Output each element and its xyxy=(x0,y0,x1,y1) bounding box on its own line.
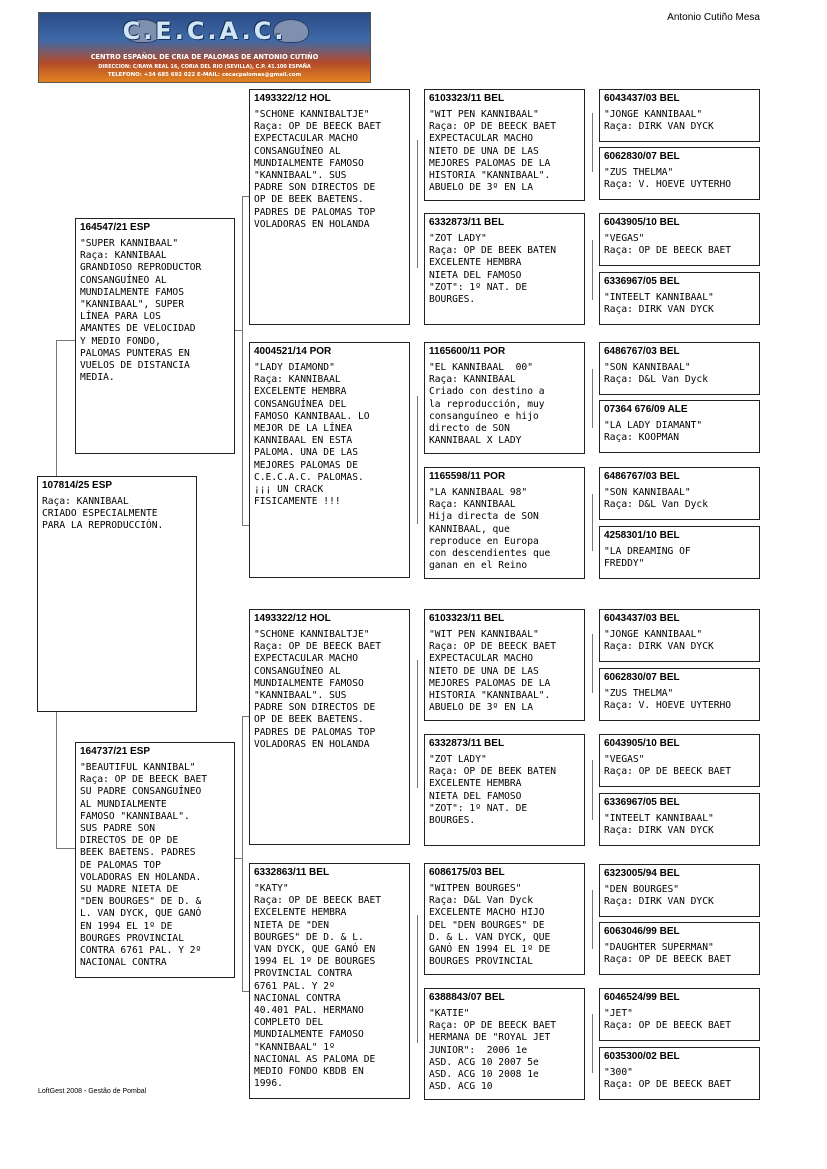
logo-acronym: C.E.C.A.C. xyxy=(122,17,287,45)
pigeon-card-gggparent[interactable] xyxy=(599,272,760,325)
pigeon-description: "ZOT LADY" Raça: OP DE BEEK BATEN EXCELENTE HEMBRA NIETA DEL FAMOSO "ZOT": 1º NAT. DE BOURGES. xyxy=(429,233,557,306)
pigeon-description: "DAUGHTER SUPERMAN" Raça: OP DE BEECK BAET xyxy=(604,942,732,966)
pigeon-card-father[interactable] xyxy=(75,218,235,454)
ring-number: 6332863/11 BEL xyxy=(254,867,330,878)
ring-number: 6486767/03 BEL xyxy=(604,346,680,357)
ring-number: 6486767/03 BEL xyxy=(604,471,680,482)
pigeon-card-paternal-grandfather[interactable] xyxy=(249,89,410,325)
pigeon-card-gggparent[interactable] xyxy=(599,467,760,520)
pigeon-description: "VEGAS" Raça: OP DE BEECK BAET xyxy=(604,233,732,257)
pigeon-description: "SUPER KANNIBAAL" Raça: KANNIBAAL GRANDIOSO REPRODUCTOR CONSANGUÍNEO AL MUNDIALMENTE FAMOS "KANNIBAAL", SUPER LÍNEA PARA LOS AMANTES DE VELOCIDAD Y MEDIO FONDO, PALOMAS PUNTERAS EN VUELOS DE DISTANCIA MEDIA. xyxy=(80,238,202,384)
ring-number: 6046524/99 BEL xyxy=(604,992,680,1003)
pigeon-description: "INTEELT KANNIBAAL" Raça: DIRK VAN DYCK xyxy=(604,813,714,837)
ring-number: 6336967/05 BEL xyxy=(604,276,680,287)
pigeon-description: "300" Raça: OP DE BEECK BAET xyxy=(604,1067,732,1091)
pigeon-description: "WIT PEN KANNIBAAL" Raça: OP DE BEECK BAET EXPECTACULAR MACHO NIETO DE UNA DE LAS MEJORES PALOMAS DE LA HISTORIA "KANNIBAAL". ABUELO DE 3º EN LA xyxy=(429,109,557,194)
ring-number: 6035300/02 BEL xyxy=(604,1051,680,1062)
pigeon-card-gggparent[interactable] xyxy=(599,864,760,917)
pigeon-card-gggparent[interactable] xyxy=(599,734,760,787)
connector-line xyxy=(56,712,57,848)
pigeon-description: "JONGE KANNIBAAL" Raça: DIRK VAN DYCK xyxy=(604,629,714,653)
ring-number: 6103323/11 BEL xyxy=(429,93,505,104)
pigeon-description: "LA DREAMING OF FREDDY" xyxy=(604,546,691,570)
pigeon-description: "INTEELT KANNIBAAL" Raça: DIRK VAN DYCK xyxy=(604,292,714,316)
pigeon-description: "BEAUTIFUL KANNIBAL" Raça: OP DE BEECK BAET SU PADRE CONSANGUÍNEO AL MUNDIALMENTE FAMOSO "KANNIBAAL". SUS PADRE SON DIRECTOS DE OP DE BEEK BAETENS. PADRES DE PALOMAS TOP VOLADORAS EN HOLANDA. SU MADRE NIETA DE "DEN BOURGES" DE D. & L. VAN DYCK, QUE GANÓ EN 1994 EL 1º DE BOURGES PROVINCIAL CONTRA 6761 PAL. Y 2º NACIONAL CONTRA xyxy=(80,762,208,969)
pigeon-description: "EL KANNIBAAL 00" Raça: KANNIBAAL Criado con destino a la reproducción, muy consanguíneo e hijo directo de SON KANNIBAAL X LADY xyxy=(429,362,545,447)
ring-number: 6336967/05 BEL xyxy=(604,797,680,808)
pigeon-description: "JET" Raça: OP DE BEECK BAET xyxy=(604,1008,732,1032)
pigeon-card-mother[interactable] xyxy=(75,742,235,978)
pigeon-card-maternal-grandmother[interactable] xyxy=(249,863,410,1099)
connector-line xyxy=(592,760,593,820)
connector-line xyxy=(234,330,242,331)
pigeon-card-ggparent[interactable] xyxy=(424,734,585,846)
pigeon-description: "SON KANNIBAAL" Raça: D&L Van Dyck xyxy=(604,487,708,511)
footer-credit: LoftGest 2008 - Gestão de Pombal xyxy=(38,1088,147,1095)
logo-contact: TELEFONO: +34 685 692 022 E-MAIL: cecacpalomas@gmail.com xyxy=(107,72,302,78)
pigeon-card-ggparent[interactable] xyxy=(424,863,585,975)
ring-number: 6062830/07 BEL xyxy=(604,672,680,683)
pigeon-card-gggparent[interactable] xyxy=(599,526,760,579)
connector-line xyxy=(592,240,593,300)
pigeon-card-ggparent[interactable] xyxy=(424,467,585,579)
pigeon-description: "LA LADY DIAMANT" Raça: KOOPMAN xyxy=(604,420,703,444)
ring-number: 6043905/10 BEL xyxy=(604,217,680,228)
connector-line xyxy=(56,848,75,849)
pigeon-card-gggparent[interactable] xyxy=(599,342,760,395)
connector-line xyxy=(592,1014,593,1073)
ring-number: 1165598/11 POR xyxy=(429,471,506,482)
pigeon-card-gggparent[interactable] xyxy=(599,668,760,721)
pigeon-description: "VEGAS" Raça: OP DE BEECK BAET xyxy=(604,754,732,778)
ring-number: 6332873/11 BEL xyxy=(429,217,505,228)
pigeon-card-gggparent[interactable] xyxy=(599,400,760,453)
connector-line xyxy=(417,396,418,524)
pigeon-description: "LADY DIAMOND" Raça: KANNIBAAL EXCELENTE HEMBRA CONSANGUÍNEA DEL FAMOSO KANNIBAAL. LO MEJOR DE LA LÍNEA KANNIBAAL EN ESTA PALOMA. UNA DE LAS MEJORES PALOMAS DE C.E.C.A.C. PALOMAS. ¡¡¡ UN CRACK FISICAMENTE !!! xyxy=(254,362,370,508)
ring-number: 4004521/14 POR xyxy=(254,346,332,357)
ring-number: 07364 676/09 ALE xyxy=(604,404,688,415)
connector-line xyxy=(592,890,593,949)
ring-number: 107814/25 ESP xyxy=(42,480,113,491)
logo-address: DIRECCION: C/RAYA REAL 16, CORIA DEL RIO (SEVILLA), C.P. 41.100 ESPAÑA xyxy=(98,64,311,70)
connector-line xyxy=(242,196,243,526)
logo-banner xyxy=(38,12,371,83)
pigeon-card-gggparent[interactable] xyxy=(599,147,760,200)
ring-number: 6388843/07 BEL xyxy=(429,992,505,1003)
pigeon-card-ggparent[interactable] xyxy=(424,342,585,454)
ring-number: 6043437/03 BEL xyxy=(604,613,680,624)
ring-number: 164547/21 ESP xyxy=(80,222,151,233)
connector-line xyxy=(56,340,75,341)
pigeon-description: "KATY" Raça: OP DE BEECK BAET EXCELENTE HEMBRA NIETA DE "DEN BOURGES" DE D. & L. VAN DYCK, QUE GANÓ EN 1994 EL 1º DE BOURGES PROVINCIAL CONTRA 6761 PAL. Y 2º NACIONAL CONTRA 40.401 PAL. HERMANO COMPLETO DEL MUNDIALMENTE FAMOSO "KANNIBAAL" 1º NACIONAL AS PALOMA DE MEDIO FONDO KBDB EN 1996. xyxy=(254,883,382,1090)
connector-line xyxy=(592,113,593,172)
logo-subtitle: CENTRO ESPAÑOL DE CRIA DE PALOMAS DE ANTONIO CUTIÑO xyxy=(90,53,319,61)
pigeon-description: "ZUS THELMA" Raça: V. HOEVE UYTERHO xyxy=(604,167,732,191)
connector-line xyxy=(417,915,418,1043)
pigeon-description: "SON KANNIBAAL" Raça: D&L Van Dyck xyxy=(604,362,708,386)
pigeon-card-gggparent[interactable] xyxy=(599,988,760,1041)
pigeon-description: "DEN BOURGES" Raça: DIRK VAN DYCK xyxy=(604,884,714,908)
connector-line xyxy=(56,340,57,477)
pigeon-card-gggparent[interactable] xyxy=(599,793,760,846)
pigeon-card-gggparent[interactable] xyxy=(599,89,760,142)
pigeon-description: "LA KANNIBAAL 98" Raça: KANNIBAAL Hija directa de SON KANNIBAAL, que reproduce en Europa con descendientes que ganan en el Reino xyxy=(429,487,551,572)
pigeon-description: "SCHONE KANNIBALTJE" Raça: OP DE BEECK BAET EXPECTACULAR MACHO CONSANGUÍNEO AL MUNDIALMENTE FAMOSO "KANNIBAAL". SUS PADRE SON DIRECTOS DE OP DE BEEK BAETENS. PADRES DE PALOMAS TOP VOLADORAS EN HOLANDA xyxy=(254,109,382,230)
pigeon-card-paternal-grandmother[interactable] xyxy=(249,342,410,578)
connector-line xyxy=(592,369,593,428)
connector-line xyxy=(417,660,418,788)
connector-line xyxy=(417,140,418,268)
ring-number: 4258301/10 BEL xyxy=(604,530,680,541)
pigeon-description: Raça: KANNIBAAL CRIADO ESPECIALMENTE PARA LA REPRODUCCIÓN. xyxy=(42,496,164,532)
ring-number: 1493322/12 HOL xyxy=(254,93,331,104)
pigeon-card-ggparent[interactable] xyxy=(424,213,585,325)
pigeon-description: "ZOT LADY" Raça: OP DE BEEK BATEN EXCELENTE HEMBRA NIETA DEL FAMOSO "ZOT": 1º NAT. DE BOURGES. xyxy=(429,754,557,827)
pigeon-description: "ZUS THELMA" Raça: V. HOEVE UYTERHO xyxy=(604,688,732,712)
ring-number: 6043437/03 BEL xyxy=(604,93,680,104)
pigeon-card-ggparent[interactable] xyxy=(424,89,585,201)
ring-number: 6086175/03 BEL xyxy=(429,867,505,878)
ring-number: 6063046/99 BEL xyxy=(604,926,680,937)
pigeon-card-gggparent[interactable] xyxy=(599,922,760,975)
pigeon-description: "WITPEN BOURGES" Raça: D&L Van Dyck EXCELENTE MACHO HIJO DEL "DEN BOURGES" DE D. & L. VAN DYCK, QUE GANÓ EN 1994 EL 1º DE BOURGES PROVINCIAL xyxy=(429,883,551,968)
pigeon-description: "WIT PEN KANNIBAAL" Raça: OP DE BEECK BAET EXPECTACULAR MACHO NIETO DE UNA DE LAS MEJORES PALOMAS DE LA HISTORIA "KANNIBAAL". ABUELO DE 3º EN LA xyxy=(429,629,557,714)
connector-line xyxy=(242,716,243,992)
pigeon-description: "SCHONE KANNIBALTJE" Raça: OP DE BEECK BAET EXPECTACULAR MACHO CONSANGUÍNEO AL MUNDIALMENTE FAMOSO "KANNIBAAL". SUS PADRE SON DIRECTOS DE OP DE BEEK BAETENS. PADRES DE PALOMAS TOP VOLADORAS EN HOLANDA xyxy=(254,629,382,750)
ring-number: 6103323/11 BEL xyxy=(429,613,505,624)
pigeon-description: "KATIE" Raça: OP DE BEECK BAET HERMANA DE "ROYAL JET JUNIOR": 2006 1e ASD. ACG 10 2007 5e ASD. ACG 10 2008 1e ASD. ACG 10 xyxy=(429,1008,557,1093)
pigeon-card-ggparent[interactable] xyxy=(424,609,585,721)
ring-number: 6323005/94 BEL xyxy=(604,868,680,879)
pigeon-card-gggparent[interactable] xyxy=(599,1047,760,1100)
owner-name: Antonio Cutiño Mesa xyxy=(667,12,760,23)
connector-line xyxy=(592,634,593,693)
ring-number: 6062830/07 BEL xyxy=(604,151,680,162)
connector-line xyxy=(234,858,242,859)
pigeon-card-gggparent[interactable] xyxy=(599,609,760,662)
pigeon-card-maternal-grandfather[interactable] xyxy=(249,609,410,845)
ring-number: 1165600/11 POR xyxy=(429,346,506,357)
connector-line xyxy=(592,494,593,551)
pigeon-card-ggparent[interactable] xyxy=(424,988,585,1100)
ring-number: 1493322/12 HOL xyxy=(254,613,331,624)
pigeon-card-gggparent[interactable] xyxy=(599,213,760,266)
ring-number: 6332873/11 BEL xyxy=(429,738,505,749)
ring-number: 164737/21 ESP xyxy=(80,746,151,757)
ring-number: 6043905/10 BEL xyxy=(604,738,680,749)
pigeon-description: "JONGE KANNIBAAL" Raça: DIRK VAN DYCK xyxy=(604,109,714,133)
pigeon-card-subject[interactable] xyxy=(37,476,197,712)
